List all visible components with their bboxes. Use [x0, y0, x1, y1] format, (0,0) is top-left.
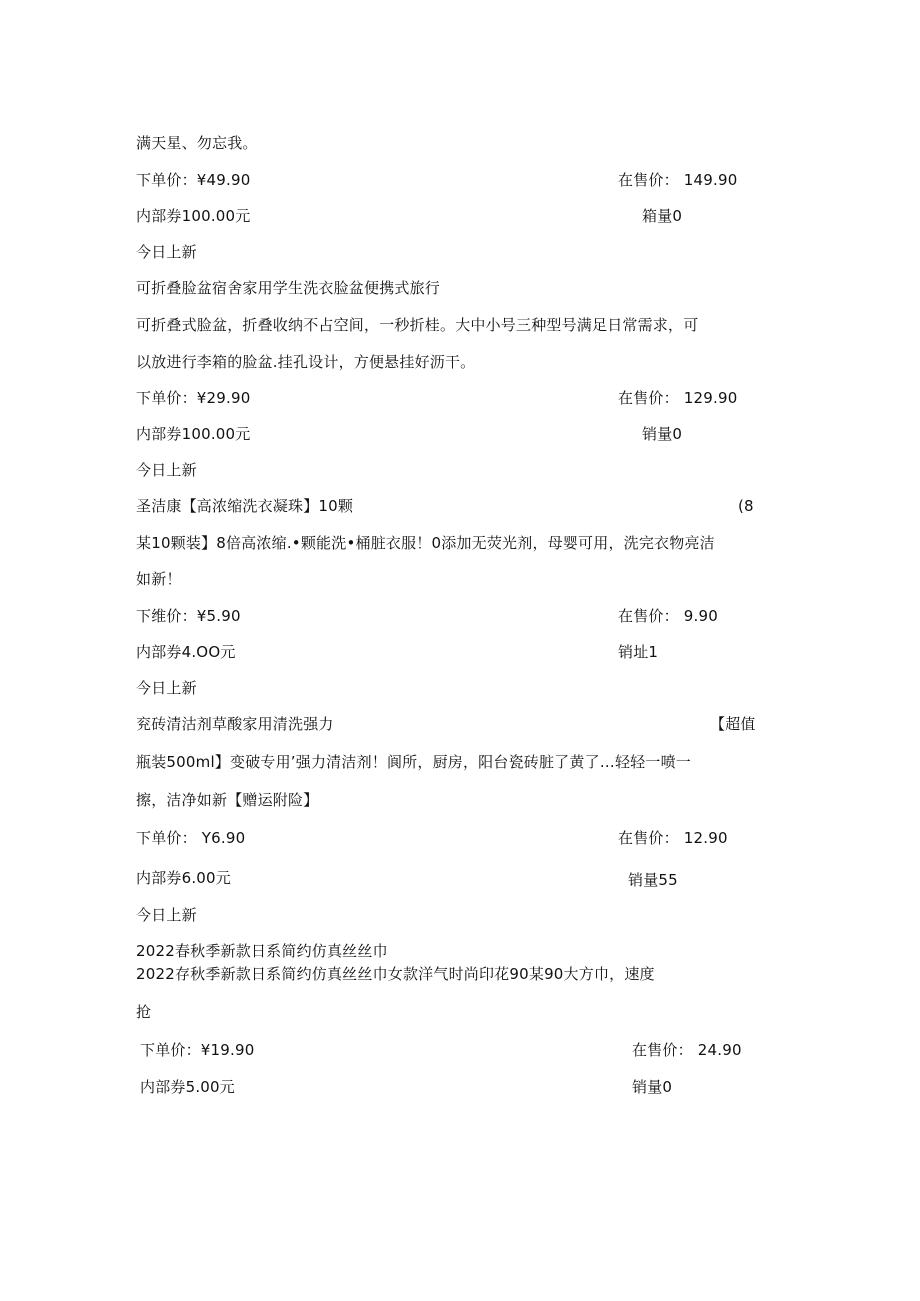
- item-0-sales: 箱量0: [642, 207, 683, 225]
- item-3-coupon: 内部券6.00元: [136, 869, 231, 887]
- item-4-sale-price: 在售价： 24.90: [632, 1041, 742, 1059]
- item-3-desc-line-1: 擦，洁净如新【赠运附险】: [136, 791, 319, 809]
- item-1-desc-line-0: 可折叠式脸盆，折叠收纳不占空间，一秒折桂。大中小号三种型号满足日常需求，可: [136, 316, 699, 334]
- item-1-coupon: 内部券100.00元: [136, 425, 251, 443]
- item-4-order-price: 下单价：¥19.90: [140, 1041, 255, 1059]
- item-1-desc-line-1: 以放进行李箱的脸盆.挂孔设计，方便悬挂好沥干。: [136, 353, 476, 371]
- item-2-title: 圣洁康【高浓缩洗衣凝珠】10颗: [136, 497, 354, 515]
- item-0-coupon: 内部券100.00元: [136, 207, 251, 225]
- item-1-title: 可折叠脸盆宿舍家用学生洗衣脸盆便携式旅行: [136, 279, 441, 297]
- item-4-desc-line-1: 抢: [136, 1003, 152, 1021]
- item-1-tag: 今日上新: [136, 243, 197, 261]
- item-3-sale-price: 在售价： 12.90: [618, 829, 728, 847]
- item-3-title: 兖砖清沽剂草酸家用清洗强力: [136, 715, 334, 733]
- item-3-desc-line-0: 瓶装500ml】变破专用’强力清洁剂！阆所，厨房，阳台瓷砖脏了黄了…轻轻一喷一: [136, 753, 691, 771]
- item-3-order-price: 下单价： Y6.90: [136, 829, 246, 847]
- item-3-title-right: 【超值: [710, 715, 756, 733]
- item-0-sale-price: 在售价： 149.90: [618, 171, 738, 189]
- item-4-title: 2022春秋季新款日系简约仿真丝丝巾: [136, 942, 388, 960]
- item-4-sales: 销量0: [632, 1078, 673, 1096]
- item-0-desc-line-0: 满天星、勿忘我。: [136, 134, 258, 152]
- item-0-order-price: 下单价：¥49.90: [136, 171, 251, 189]
- item-2-sales: 销址1: [618, 643, 659, 661]
- item-2-desc-line-0: 某10颗装】8倍高浓缩.•颗能洗•桶脏衣服！0添加无荧光剂，母婴可用，洗完衣物亮洁: [136, 534, 715, 552]
- item-2-order-price: 下维价：¥5.90: [136, 607, 241, 625]
- item-1-sales: 销量0: [642, 425, 683, 443]
- item-2-sale-price: 在售价： 9.90: [618, 607, 718, 625]
- item-4-coupon: 内部券5.00元: [140, 1078, 235, 1096]
- item-2-coupon: 内部券4.OO元: [136, 643, 236, 661]
- item-1-order-price: 下单价：¥29.90: [136, 389, 251, 407]
- item-3-sales: 销量55: [628, 871, 678, 889]
- item-4-desc-line-0: 2022存秋季新款日系简约仿真丝丝巾女款洋气时尚印花90某90大方巾，速度: [136, 965, 655, 983]
- item-3-tag: 今日上新: [136, 679, 197, 697]
- item-2-title-right: (8: [738, 497, 754, 515]
- item-1-sale-price: 在售价： 129.90: [618, 389, 738, 407]
- item-2-tag: 今日上新: [136, 461, 197, 479]
- item-4-tag: 今日上新: [136, 906, 197, 924]
- item-2-desc-line-1: 如新！: [136, 570, 182, 588]
